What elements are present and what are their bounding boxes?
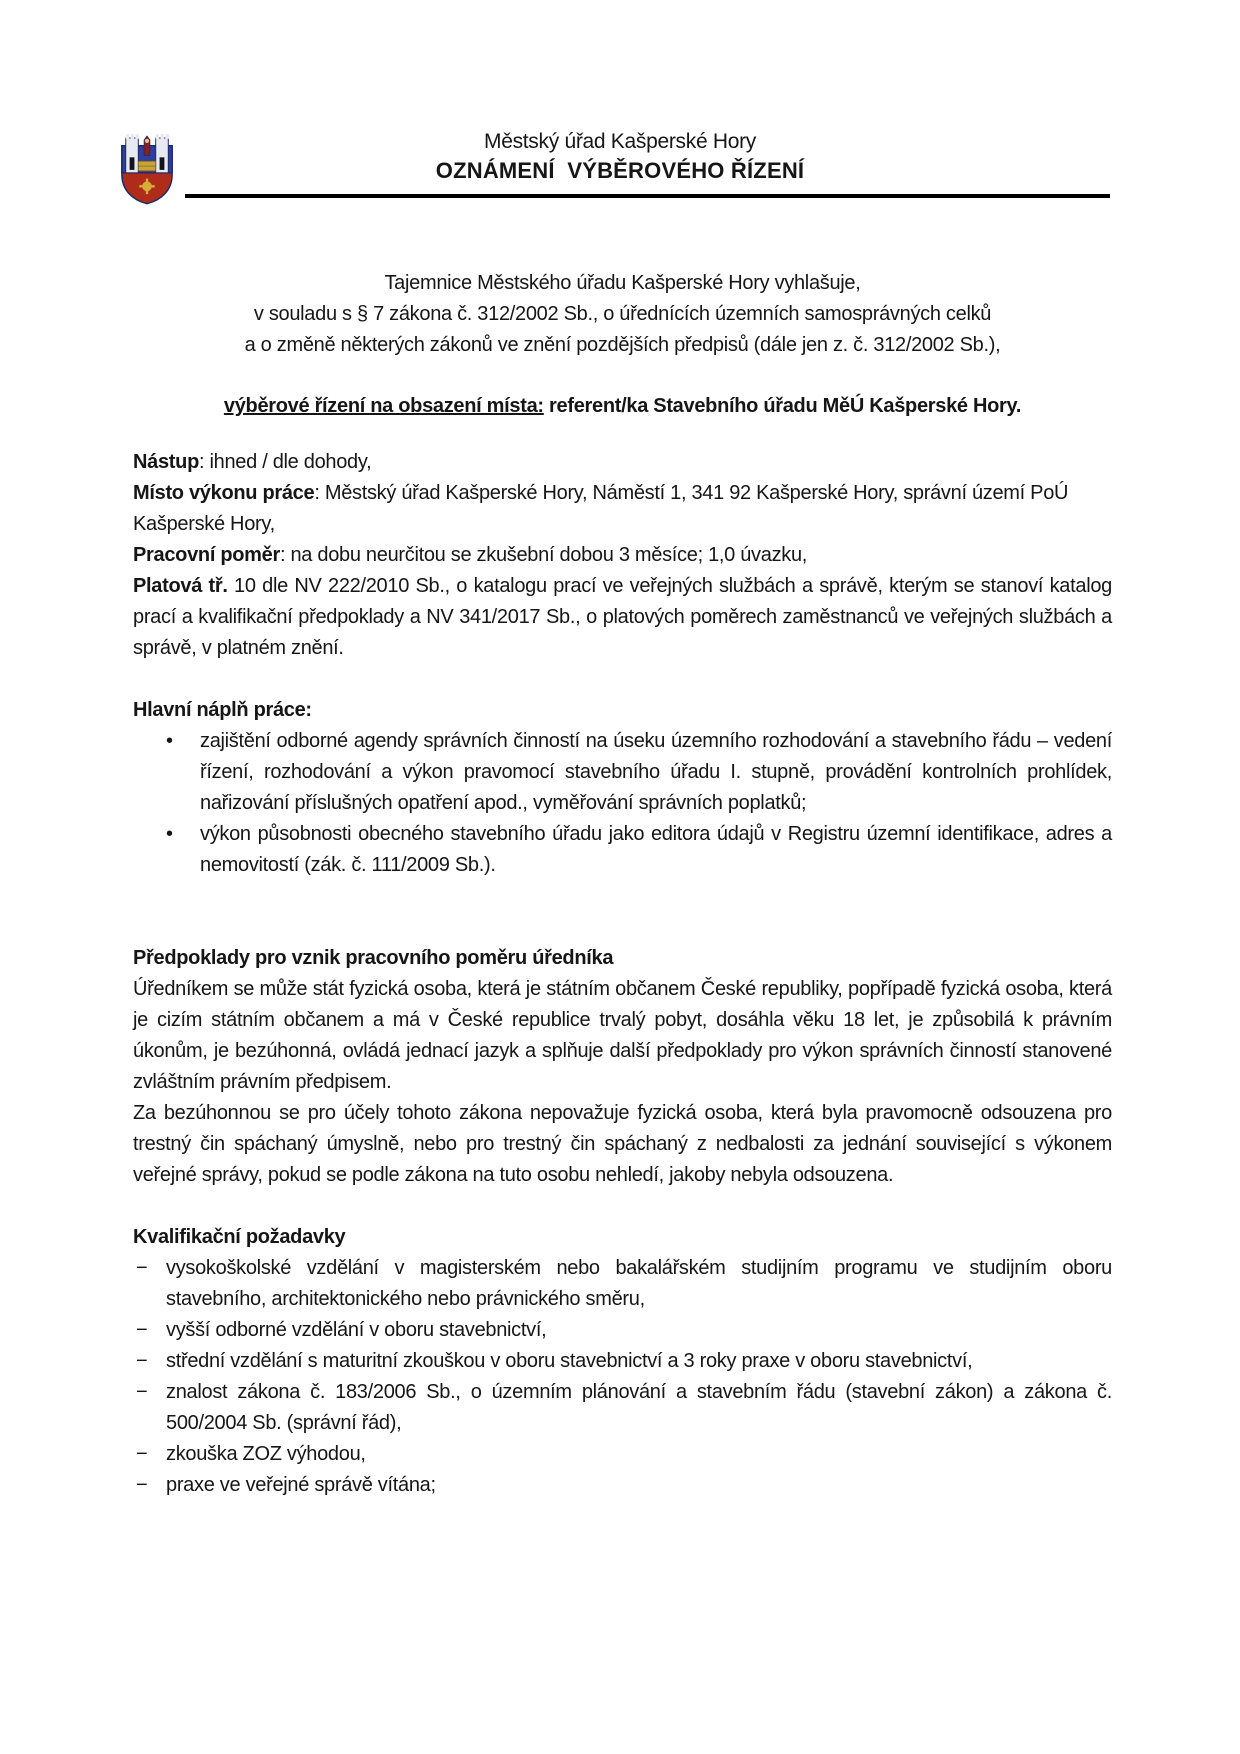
list-item-text: znalost zákona č. 183/2006 Sb., o územním plánování a stavebním řádu (stavební zákon) a zákona č. 500/2004 Sb. (správní řád), (166, 1381, 1112, 1434)
list-item-text: zkouška ZOZ výhodou, (166, 1443, 366, 1465)
list-item-text: výkon působnosti obecného stavebního úřadu jako editora údajů v Registru územní identifikace, adres a nemovitostí (zák. č. 111/2009 Sb.). (200, 823, 1112, 876)
prerequisites-paragraph: Úředníkem se může stát fyzická osoba, která je státním občanem České republiky, popřípadě fyzická osoba, která je cizím státním občanem a má v České republice trvalý pobyt, dosáhla věku 18 let, je způsobilá k právním úkonům, je bezúhonná, ovládá jednací jazyk a splňuje další předpoklady pro výkon správních činností stanovené zvláštním právním předpisem. (133, 978, 1112, 1093)
detail-label: Platová tř. (133, 575, 228, 597)
list-item-text: zajištění odborné agendy správních činností na úseku územního rozhodování a stavebního řádu – vedení řízení, rozhodování a výkon pravomocí stavebního úřadu I. stupně, provádění kontrolních prohlídek, nařizování příslušných opatření apod., vyměřování správních poplatků; (200, 730, 1112, 814)
list-item (133, 819, 1112, 881)
detail-label: Místo výkonu práce (133, 482, 315, 504)
list-item (133, 1377, 1112, 1439)
prerequisites-paragraph: Za bezúhonnou se pro účely tohoto zákona nepovažuje fyzická osoba, která byla pravomocně odsouzena pro trestný čin spáchaný úmyslně, nebo pro trestný čin spáchaný z nedbalosti za jednání související s výkonem veřejné správy, pokud se podle zákona na tuto osobu nehledí, jakoby nebyla odsouzena. (133, 1102, 1112, 1186)
detail-label: Pracovní poměr (133, 544, 280, 566)
dash-marker: − (136, 1350, 148, 1372)
document-title: OZNÁMENÍ VÝBĚROVÉHO ŘÍZENÍ (435, 158, 805, 183)
list-item (133, 1346, 1112, 1377)
document-header (0, 0, 1240, 198)
detail-text: : ihned / dle dohody, (198, 451, 372, 473)
duties-heading: Hlavní náplň práce: (133, 699, 312, 721)
dash-marker: − (136, 1443, 148, 1465)
detail-text: : na dobu neurčitou se zkušební dobou 3 měsíce; 1,0 úvazku, (279, 544, 808, 566)
header-divider (185, 194, 1110, 198)
detail-label: Nástup (133, 451, 199, 473)
list-item-text: vysokoškolské vzdělání v magisterském nebo bakalářském studijním programu ve studijním oboru stavebního, architektonického nebo právnického směru, (166, 1257, 1112, 1310)
intro-line: a o změně některých zákonů ve znění pozdějších předpisů (dále jen z. č. 312/2002 Sb.), (244, 334, 1001, 356)
dash-marker: − (136, 1381, 148, 1403)
detail-line (133, 540, 1112, 571)
qualifications-heading: Kvalifikační požadavky (133, 1226, 346, 1248)
list-item (133, 1253, 1112, 1315)
list-item-text: vyšší odborné vzdělání v oboru stavebnictví, (166, 1319, 547, 1341)
job-details (133, 447, 1112, 664)
intro-line: v souladu s § 7 zákona č. 312/2002 Sb., o úřednících územních samosprávných celků (253, 303, 992, 325)
dash-marker: − (136, 1319, 148, 1341)
position-announcement (133, 391, 1112, 422)
list-item (133, 1470, 1112, 1501)
list-item (133, 1439, 1112, 1470)
duties-list (133, 726, 1112, 881)
bullet-marker: • (166, 823, 173, 845)
position-label: výběrové řízení na obsazení místa: (223, 395, 544, 417)
detail-line (133, 478, 1112, 540)
list-item-text: praxe ve veřejné správě vítána; (166, 1474, 436, 1496)
intro-line: Tajemnice Městského úřadu Kašperské Hory vyhlašuje, (384, 272, 861, 294)
bullet-marker: • (166, 730, 173, 752)
intro-block (133, 268, 1112, 361)
city-coat-of-arms-icon (118, 128, 176, 206)
position-role: referent/ka Stavebního úřadu MěÚ Kašperské Hory. (543, 395, 1022, 417)
detail-text: 10 dle NV 222/2010 Sb., o katalogu prací ve veřejných službách a správě, kterým se stanoví katalog prací a kvalifikační předpoklady a NV 341/2017 Sb., o platových poměrech zaměstnanců ve veřejných službách a správě, v platném znění. (133, 575, 1112, 659)
detail-text: : Městský úřad Kašperské Hory, Náměstí 1, 341 92 Kašperské Hory, správní území PoÚ Kašperské Hory, (133, 482, 1069, 535)
prerequisites-heading: Předpoklady pro vznik pracovního poměru úředníka (133, 947, 614, 969)
list-item (133, 1315, 1112, 1346)
list-item (133, 726, 1112, 819)
dash-marker: − (136, 1257, 148, 1279)
detail-line (133, 571, 1112, 664)
dash-marker: − (136, 1474, 148, 1496)
qualifications-list (133, 1253, 1112, 1501)
document-body (133, 268, 1112, 1501)
list-item-text: střední vzdělání s maturitní zkouškou v oboru stavebnictví a 3 roky praxe v oboru stavebnictví, (166, 1350, 973, 1372)
organization-name: Městský úřad Kašperské Hory (484, 130, 756, 153)
detail-line (133, 447, 1112, 478)
